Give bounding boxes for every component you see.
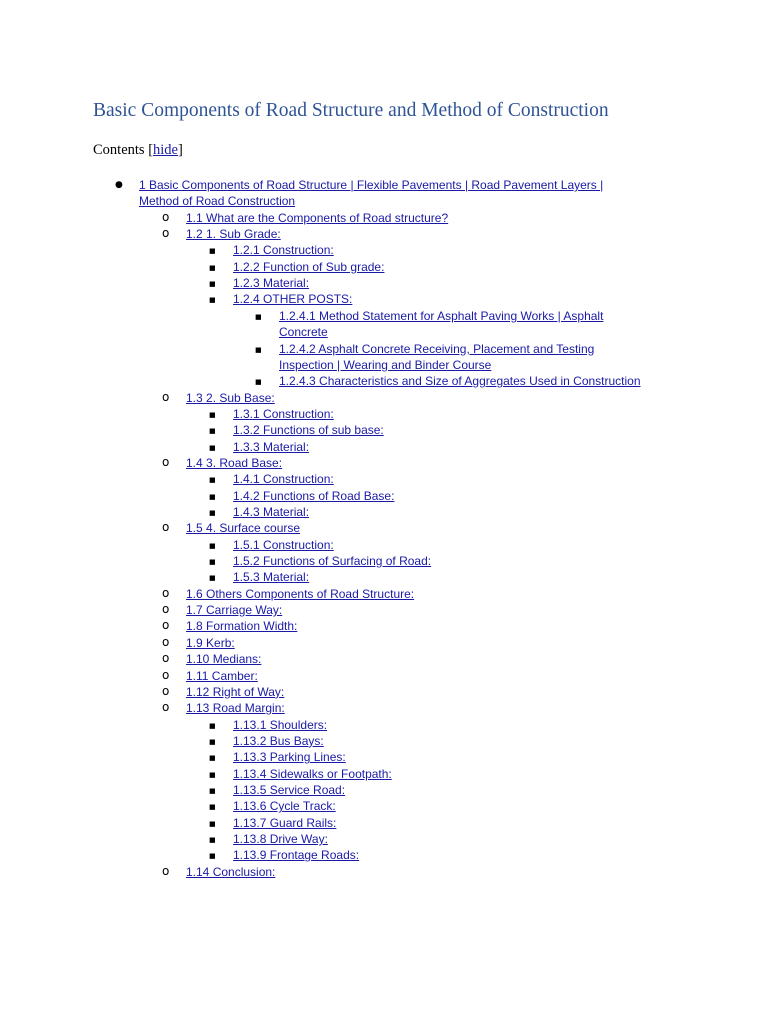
toc-bullet-icon: ■ (209, 574, 216, 583)
toc-link[interactable]: 1.4.3 Material: (233, 505, 310, 519)
toc-link[interactable]: 1.2.4.1 Method Statement for Asphalt Paving Works | Asphalt (279, 308, 604, 323)
toc-bullet-icon: o (162, 602, 170, 617)
toc-bullet-icon: ■ (209, 836, 216, 844)
toc-link[interactable]: 1.6 Others Components of Road Structure: (186, 586, 415, 601)
toc-link[interactable]: Inspection | Wearing and Binder Course (279, 357, 492, 372)
toc-link[interactable]: 1.13.1 Shoulders: (233, 717, 328, 732)
toc-link[interactable]: 1.5.1 Construction: (233, 537, 334, 552)
toc-link[interactable]: 1.2.1 Construction: (233, 243, 334, 258)
toc-link[interactable]: 1.13.5 Service Road: (233, 782, 346, 797)
toc-link[interactable]: 1.13 Road Margin: (186, 701, 285, 716)
toc-link[interactable]: 1.2 1. Sub Grade: (186, 227, 281, 242)
toc-bullet-icon: ■ (209, 296, 216, 305)
toc-link[interactable]: 1.3.3 Material: (233, 439, 310, 454)
toc-bullet-icon: o (162, 683, 170, 698)
toc-bullet-icon: ■ (209, 737, 216, 746)
toc-bullet-icon: o (162, 209, 170, 224)
toc-bullet-icon: ■ (209, 852, 216, 861)
toc-link[interactable]: 1.5.2 Functions of Surfacing of Road: (233, 554, 432, 569)
toc-bullet-icon: ■ (209, 803, 216, 812)
hide-toc-link[interactable]: hide (153, 142, 178, 158)
toc-link[interactable]: 1.4.1 Construction: (233, 472, 334, 487)
toc-bullet-icon: ■ (209, 476, 216, 485)
toc-bullet-icon: ■ (209, 770, 216, 779)
toc-bullet-icon: ■ (209, 410, 216, 419)
toc-link[interactable]: 1.5 4. Surface course (186, 521, 301, 536)
page-title: Basic Components of Road Structure and Method of Construction (93, 100, 609, 121)
toc-bullet-icon: ■ (209, 786, 216, 795)
toc-link[interactable]: 1.1 What are the Components of Road structure? (186, 210, 449, 225)
toc-bullet-icon: o (162, 389, 170, 404)
toc-link[interactable]: 1.14 Conclusion: (186, 864, 276, 879)
toc-link[interactable]: 1.2.3 Material: (233, 276, 310, 291)
toc-link[interactable]: 1.12 Right of Way: (186, 684, 285, 699)
toc-bullet-icon: o (162, 667, 170, 682)
toc-bullet-icon: ■ (209, 492, 216, 501)
toc-bullet-icon: ■ (255, 378, 262, 387)
toc-link[interactable]: 1.3.1 Construction: (233, 406, 334, 421)
toc-bullet-icon: ■ (209, 721, 216, 730)
toc-bullet-icon: ■ (209, 754, 216, 763)
toc-bullet-icon: o (162, 863, 170, 878)
toc-link[interactable]: 1.4.2 Functions of Road Base: (233, 488, 395, 503)
toc-bullet-icon: o (162, 700, 170, 715)
toc-bullet-icon: o (162, 634, 170, 649)
toc-link[interactable]: 1.3.2 Functions of sub base: (233, 423, 384, 438)
toc-link[interactable]: 1.2.4.3 Characteristics and Size of Aggregates Used in Construction (279, 374, 641, 389)
toc-bullet-icon: ■ (255, 312, 262, 321)
toc-link[interactable]: 1.13.4 Sidewalks or Footpath: (233, 766, 392, 781)
contents-close-bracket: ] (178, 142, 183, 158)
toc-link[interactable]: 1.13.3 Parking Lines: (233, 750, 346, 765)
toc-bullet-icon: ■ (209, 541, 216, 550)
toc-link[interactable]: 1.13.9 Frontage Roads: (233, 848, 360, 863)
toc-bullet-icon: o (162, 226, 170, 241)
contents-label: Contents (93, 142, 145, 158)
contents-open-bracket: [ (148, 142, 154, 158)
toc-bullet-icon: o (162, 585, 170, 600)
toc-bullet-icon: ■ (209, 443, 216, 452)
toc-bullet-icon: ■ (209, 280, 216, 289)
toc-link[interactable]: 1.2.2 Function of Sub grade: (233, 259, 385, 274)
toc-bullet-icon: o (162, 454, 170, 469)
toc-link[interactable]: 1.5.3 Material: (233, 570, 310, 585)
toc-bullet-icon: o (162, 618, 170, 633)
toc-link[interactable]: 1.13.6 Cycle Track: (233, 799, 336, 814)
toc-bullet-icon: ■ (209, 247, 216, 256)
toc-link[interactable]: 1.13.7 Guard Rails: (233, 815, 337, 830)
toc-link[interactable]: 1.13.2 Bus Bays: (233, 733, 324, 748)
toc-link[interactable]: 1 Basic Components of Road Structure | Flexible Pavements | Road Pavement Layers | (139, 178, 604, 192)
toc-link[interactable]: Concrete (279, 325, 328, 340)
toc-bullet-icon: ■ (209, 819, 216, 828)
toc-bullet-icon: o (162, 651, 170, 666)
toc-link[interactable]: 1.11 Camber: (186, 668, 258, 683)
toc-link[interactable]: 1.8 Formation Width: (186, 619, 298, 634)
toc-link[interactable]: 1.7 Carriage Way: (186, 603, 283, 618)
toc-link[interactable]: 1.13.8 Drive Way: (233, 832, 328, 846)
toc-link[interactable]: 1.9 Kerb: (186, 635, 235, 650)
toc-bullet-icon: ■ (255, 345, 262, 354)
contents-header (93, 142, 183, 159)
toc-link[interactable]: 1.10 Medians: (186, 652, 262, 667)
toc-link[interactable]: 1.3 2. Sub Base: (186, 390, 275, 405)
toc-bullet-icon: ■ (209, 263, 216, 272)
toc-bullet-icon: ■ (209, 558, 216, 567)
toc-link[interactable]: 1.2.4 OTHER POSTS: (233, 292, 353, 307)
toc-link[interactable]: Method of Road Construction (139, 194, 296, 209)
toc-link[interactable]: 1.4 3. Road Base: (186, 455, 283, 470)
toc-bullet-icon: ■ (209, 427, 216, 436)
toc-bullet-icon: o (162, 520, 170, 535)
toc-link[interactable]: 1.2.4.2 Asphalt Concrete Receiving, Placement and Testing (279, 341, 595, 356)
toc-bullet-icon: ● (115, 180, 123, 190)
toc-bullet-icon: ■ (209, 509, 216, 517)
